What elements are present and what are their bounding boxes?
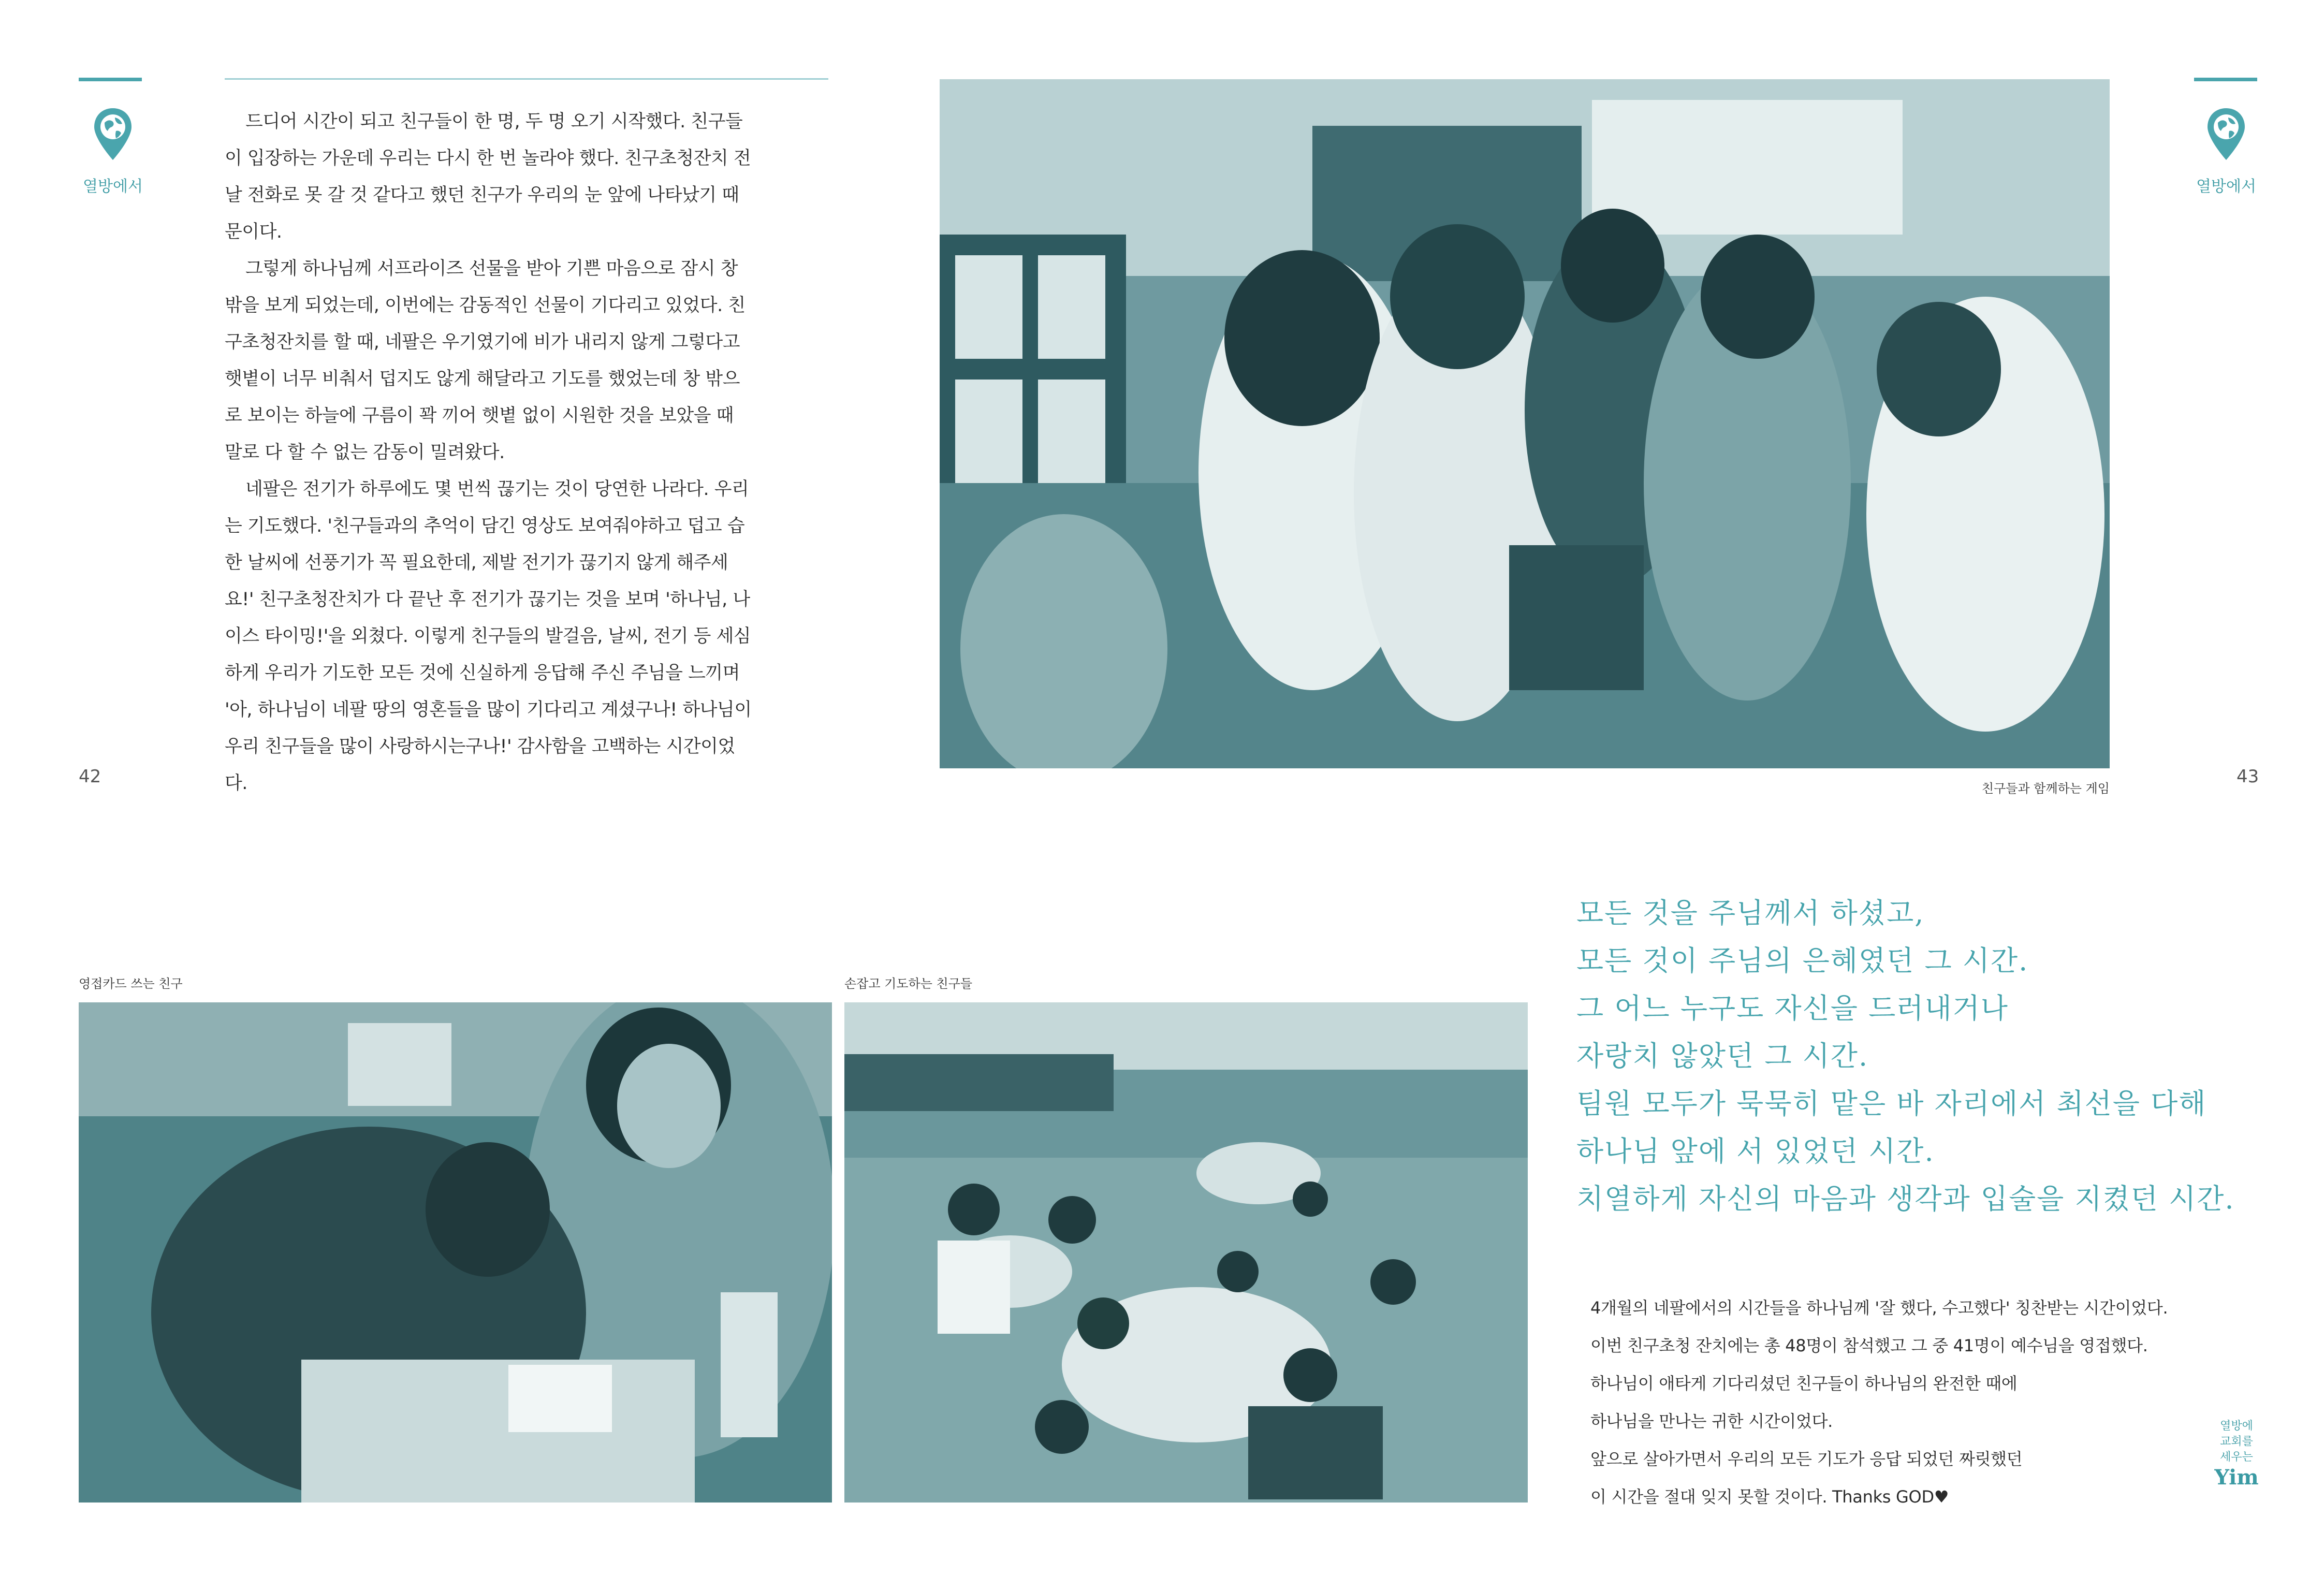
right-accent-bar <box>2194 78 2257 81</box>
closing-quote <box>1576 889 2291 1223</box>
left-section-marker <box>66 106 159 196</box>
photo-praying-friends <box>844 1002 1528 1503</box>
quote-line: 하나님 앞에 서 있었던 시간. <box>1576 1135 1935 1168</box>
left-section-label: 열방에서 <box>83 178 143 196</box>
quote-line: 팀원 모두가 묵묵히 맡은 바 자리에서 최선을 다해 <box>1576 1087 2207 1120</box>
brand-tagline-line: 열방에 <box>2220 1420 2253 1433</box>
globe-pin-icon <box>92 106 134 163</box>
right-section-label: 열방에서 <box>2196 178 2256 196</box>
closing-line: 이 시간을 절대 잊지 못할 것이다. Thanks GOD♥ <box>1590 1487 1949 1507</box>
quote-line: 자랑치 않았던 그 시간. <box>1576 1040 1869 1072</box>
closing-line: 앞으로 살아가면서 우리의 모든 기도가 응답 되었던 짜릿했던 <box>1590 1449 2023 1469</box>
quote-line: 치열하게 자신의 마음과 생각과 입술을 지켰던 시간. <box>1576 1183 2235 1215</box>
bottom-middle-photo-caption: 손잡고 기도하는 친구들 <box>844 976 973 991</box>
photo-writing-card <box>79 1002 832 1503</box>
body-paragraph: 네팔은 전기가 하루에도 몇 번씩 끊기는 것이 당연한 나라다. 우리는 기도했다. '친구들과의 추억이 담긴 영상도 보여줘야하고 덥고 습한 날씨에 선풍기가 꼭 필요한데, 제발 전기가 끊기지 않게 해주세요!' 친구초청잔치가 다 끝난 후 전기가 끊기는 것을 보며 '하나님, 나이스 타이밍!'을 외쳤다. 이렇게 친구들의 발걸음, 날씨, 전기 등 세심하게 우리가 기도한 모든 것에 신실하게 응답해 주신 주님을 느끼며 '아, 하나님이 네팔 땅의 영혼들을 많이 기다리고 계셨구나! 하나님이 우리 친구들을 많이 사랑하시는구나!' 감사함을 고백하는 시간이었다. <box>225 479 752 794</box>
quote-line: 그 어느 누구도 자신을 드러내거나 <box>1576 992 2009 1025</box>
brand-mark <box>2211 1419 2262 1490</box>
quote-line: 모든 것을 주님께서 하셨고, <box>1576 897 1925 929</box>
closing-line: 4개월의 네팔에서의 시간들을 하나님께 '잘 했다, 수고했다' 칭찬받는 시간이었다. <box>1590 1298 2168 1318</box>
body-paragraph: 드디어 시간이 되고 친구들이 한 명, 두 명 오기 시작했다. 친구들이 입장하는 가운데 우리는 다시 한 번 놀라야 했다. 친구초청잔치 전 날 전화로 못 갈 것 같다고 했던 친구가 우리의 눈 앞에 나타났기 때문이다. <box>225 111 751 242</box>
top-photo-friends-game <box>940 79 2110 768</box>
closing-text <box>1590 1289 2191 1516</box>
left-accent-bar <box>79 78 142 81</box>
right-page-number: 43 <box>2237 766 2259 787</box>
closing-line: 하나님을 만나는 귀한 시간이었다. <box>1590 1411 1833 1431</box>
brand-tagline-line: 교회를 <box>2220 1435 2253 1448</box>
left-body-text <box>225 104 753 802</box>
left-page-number: 42 <box>79 766 101 787</box>
left-top-rule <box>225 78 828 80</box>
brand-tagline-line: 세우는 <box>2220 1451 2253 1464</box>
closing-line: 하나님이 애타게 기다리셨던 친구들이 하나님의 완전한 때에 <box>1590 1374 2018 1393</box>
top-photo-caption: 친구들과 함께하는 게임 <box>1981 781 2110 796</box>
quote-line: 모든 것이 주님의 은혜였던 그 시간. <box>1576 944 2029 977</box>
bottom-left-photo-caption: 영접카드 쓰는 친구 <box>79 976 183 991</box>
right-section-marker <box>2180 106 2273 196</box>
closing-line: 이번 친구초청 잔치에는 총 48명이 참석했고 그 중 41명이 예수님을 영접했다. <box>1590 1336 2148 1355</box>
brand-logo: Yim <box>2214 1465 2259 1490</box>
globe-pin-icon <box>2205 106 2247 163</box>
body-paragraph: 그렇게 하나님께 서프라이즈 선물을 받아 기쁜 마음으로 잠시 창 밖을 보게 되었는데, 이번에는 감동적인 선물이 기다리고 있었다. 친구초청잔치를 할 때, 네팔은 우기였기에 비가 내리지 않게 그렇다고 햇볕이 너무 비춰서 덥지도 않게 해달라고 기도를 했었는데 창 밖으로 보이는 하늘에 구름이 꽉 끼어 햇볕 없이 시원한 것을 보았을 때 말로 다 할 수 없는 감동이 밀려왔다. <box>225 258 746 463</box>
